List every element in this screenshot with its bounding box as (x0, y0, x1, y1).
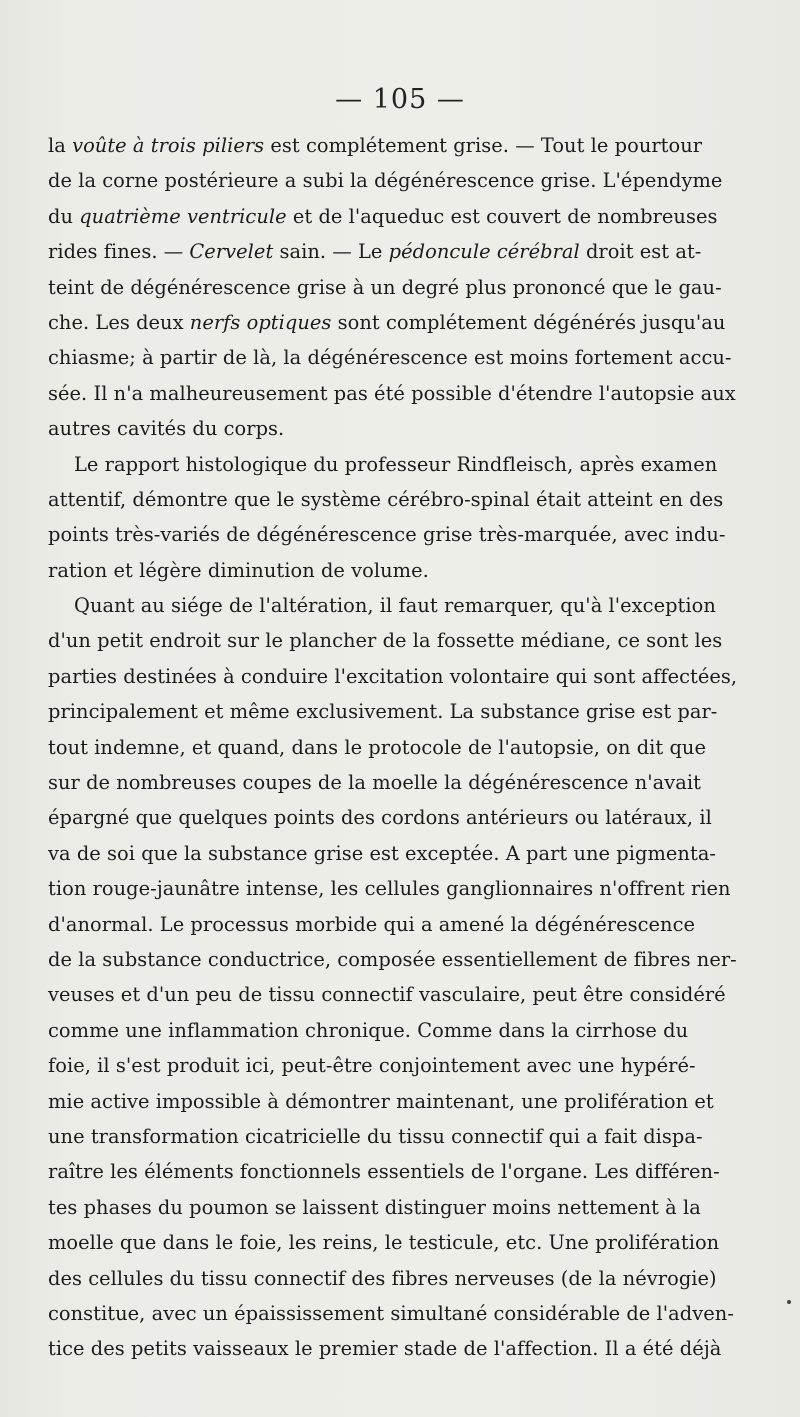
text-run: tes phases du poumon se laissent distinguer moins nettement à la (48, 1195, 701, 1219)
text-run: Le rapport histologique du professeur Rindfleisch, après examen (74, 452, 718, 476)
text-run: et de l'aqueduc est couvert de nombreuses (286, 204, 718, 228)
text-run: d'un petit endroit sur le plancher de la fossette médiane, ce sont les (48, 629, 723, 653)
text-line (48, 588, 716, 623)
text-line (48, 1190, 701, 1225)
text-line (48, 163, 723, 198)
text-line (48, 482, 724, 517)
italic-term: quatrième ventricule (79, 204, 287, 228)
text-line (48, 836, 717, 871)
text-run: du (48, 204, 80, 228)
text-line (48, 694, 718, 729)
body-text (48, 128, 738, 1367)
text-line (48, 1261, 717, 1296)
text-run: la (48, 134, 73, 157)
text-line (48, 234, 702, 269)
text-run: foie, il s'est produit ici, peut-être conjointement avec une hypéré- (48, 1054, 696, 1078)
text-line (48, 1225, 720, 1260)
text-run: est complétement grise. — Tout le pourtour (264, 134, 703, 157)
text-line (48, 907, 696, 942)
text-line (48, 1331, 722, 1366)
text-run: de la substance conductrice, composée essentiellement de fibres ner- (48, 947, 737, 971)
text-run: che. Les deux (48, 310, 190, 334)
text-line (48, 1048, 696, 1083)
text-run: autres cavités du corps. (48, 417, 285, 441)
text-run: sur de nombreuses coupes de la moelle la dégénérescence n'avait (48, 771, 701, 795)
text-line (48, 305, 726, 340)
text-line (48, 128, 703, 163)
text-run: constitue, avec un épaississement simultané considérable de l'adven- (48, 1301, 734, 1325)
text-run: des cellules du tissu connectif des fibres nerveuses (de la névrogie) (48, 1266, 717, 1290)
text-line (48, 376, 736, 411)
text-run: tice des petits vaisseaux le premier stade de l'affection. Il a été déjà (48, 1337, 722, 1361)
ink-speck (787, 1300, 791, 1304)
text-line (48, 730, 706, 765)
text-line (48, 447, 718, 482)
text-run: principalement et même exclusivement. La substance grise est par- (48, 700, 718, 724)
text-line (48, 1119, 703, 1154)
text-line (48, 942, 737, 977)
text-run: ration et légère diminution de volume. (48, 558, 429, 582)
text-line (48, 977, 726, 1012)
italic-term: voûte à trois piliers (72, 134, 265, 157)
text-line (48, 800, 712, 835)
text-run: droit est at- (579, 240, 702, 264)
text-run: chiasme; à partir de là, la dégénérescence est moins fortement accu- (48, 346, 732, 370)
text-run: d'anormal. Le processus morbide qui a amené la dégénérescence (48, 912, 696, 936)
text-line (48, 659, 738, 694)
text-run: moelle que dans le foie, les reins, le testicule, etc. Une prolifération (48, 1231, 720, 1255)
text-line (48, 199, 718, 234)
text-line (48, 1084, 714, 1119)
italic-term: Cervelet (189, 240, 274, 264)
text-run: sée. Il n'a malheureusement pas été possible d'étendre l'autopsie aux (48, 381, 736, 405)
text-run: comme une inflammation chronique. Comme dans la cirrhose du (48, 1018, 689, 1042)
text-line (48, 270, 722, 305)
text-run: de la corne postérieure a subi la dégénérescence grise. L'épendyme (48, 169, 723, 193)
text-run: sain. — Le (273, 240, 389, 264)
text-line (48, 765, 701, 800)
text-run: attentif, démontre que le système cérébro-spinal était atteint en des (48, 487, 724, 511)
italic-term: pédoncule cérébral (388, 240, 580, 264)
text-run: une transformation cicatricielle du tissu connectif qui a fait dispa- (48, 1124, 703, 1148)
text-line (48, 1154, 720, 1189)
text-run: raître les éléments fonctionnels essentiels de l'organe. Les différen- (48, 1160, 720, 1184)
text-run: sont complétement dégénérés jusqu'au (331, 310, 726, 334)
text-run: points très-variés de dégénérescence grise très-marquée, avec indu- (48, 523, 726, 547)
text-line (48, 871, 731, 906)
text-run: épargné que quelques points des cordons antérieurs ou latéraux, il (48, 806, 712, 830)
text-line (48, 1296, 734, 1331)
text-line (48, 1013, 688, 1048)
text-run: rides fines. — (48, 240, 190, 264)
text-line (48, 411, 688, 446)
text-line (48, 517, 726, 552)
text-run: veuses et d'un peu de tissu connectif vasculaire, peut être considéré (48, 983, 726, 1007)
text-line (48, 623, 723, 658)
text-line (48, 553, 688, 588)
text-run: parties destinées à conduire l'excitation volontaire qui sont affectées, (48, 664, 738, 688)
text-run: tion rouge-jaunâtre intense, les cellules ganglionnaires n'offrent rien (48, 877, 731, 901)
text-run: Quant au siége de l'altération, il faut remarquer, qu'à l'exception (74, 594, 716, 618)
text-line (48, 340, 732, 375)
page-number: — 105 — (335, 84, 465, 115)
text-run: va de soi que la substance grise est exceptée. A part une pigmenta- (48, 841, 717, 865)
text-run: mie active impossible à démontrer maintenant, une prolifération et (48, 1089, 714, 1113)
text-run: tout indemne, et quand, dans le protocole de l'autopsie, on dit que (48, 735, 706, 759)
text-run: teint de dégénérescence grise à un degré plus prononcé que le gau- (48, 275, 722, 299)
italic-term: nerfs optiques (189, 310, 332, 334)
